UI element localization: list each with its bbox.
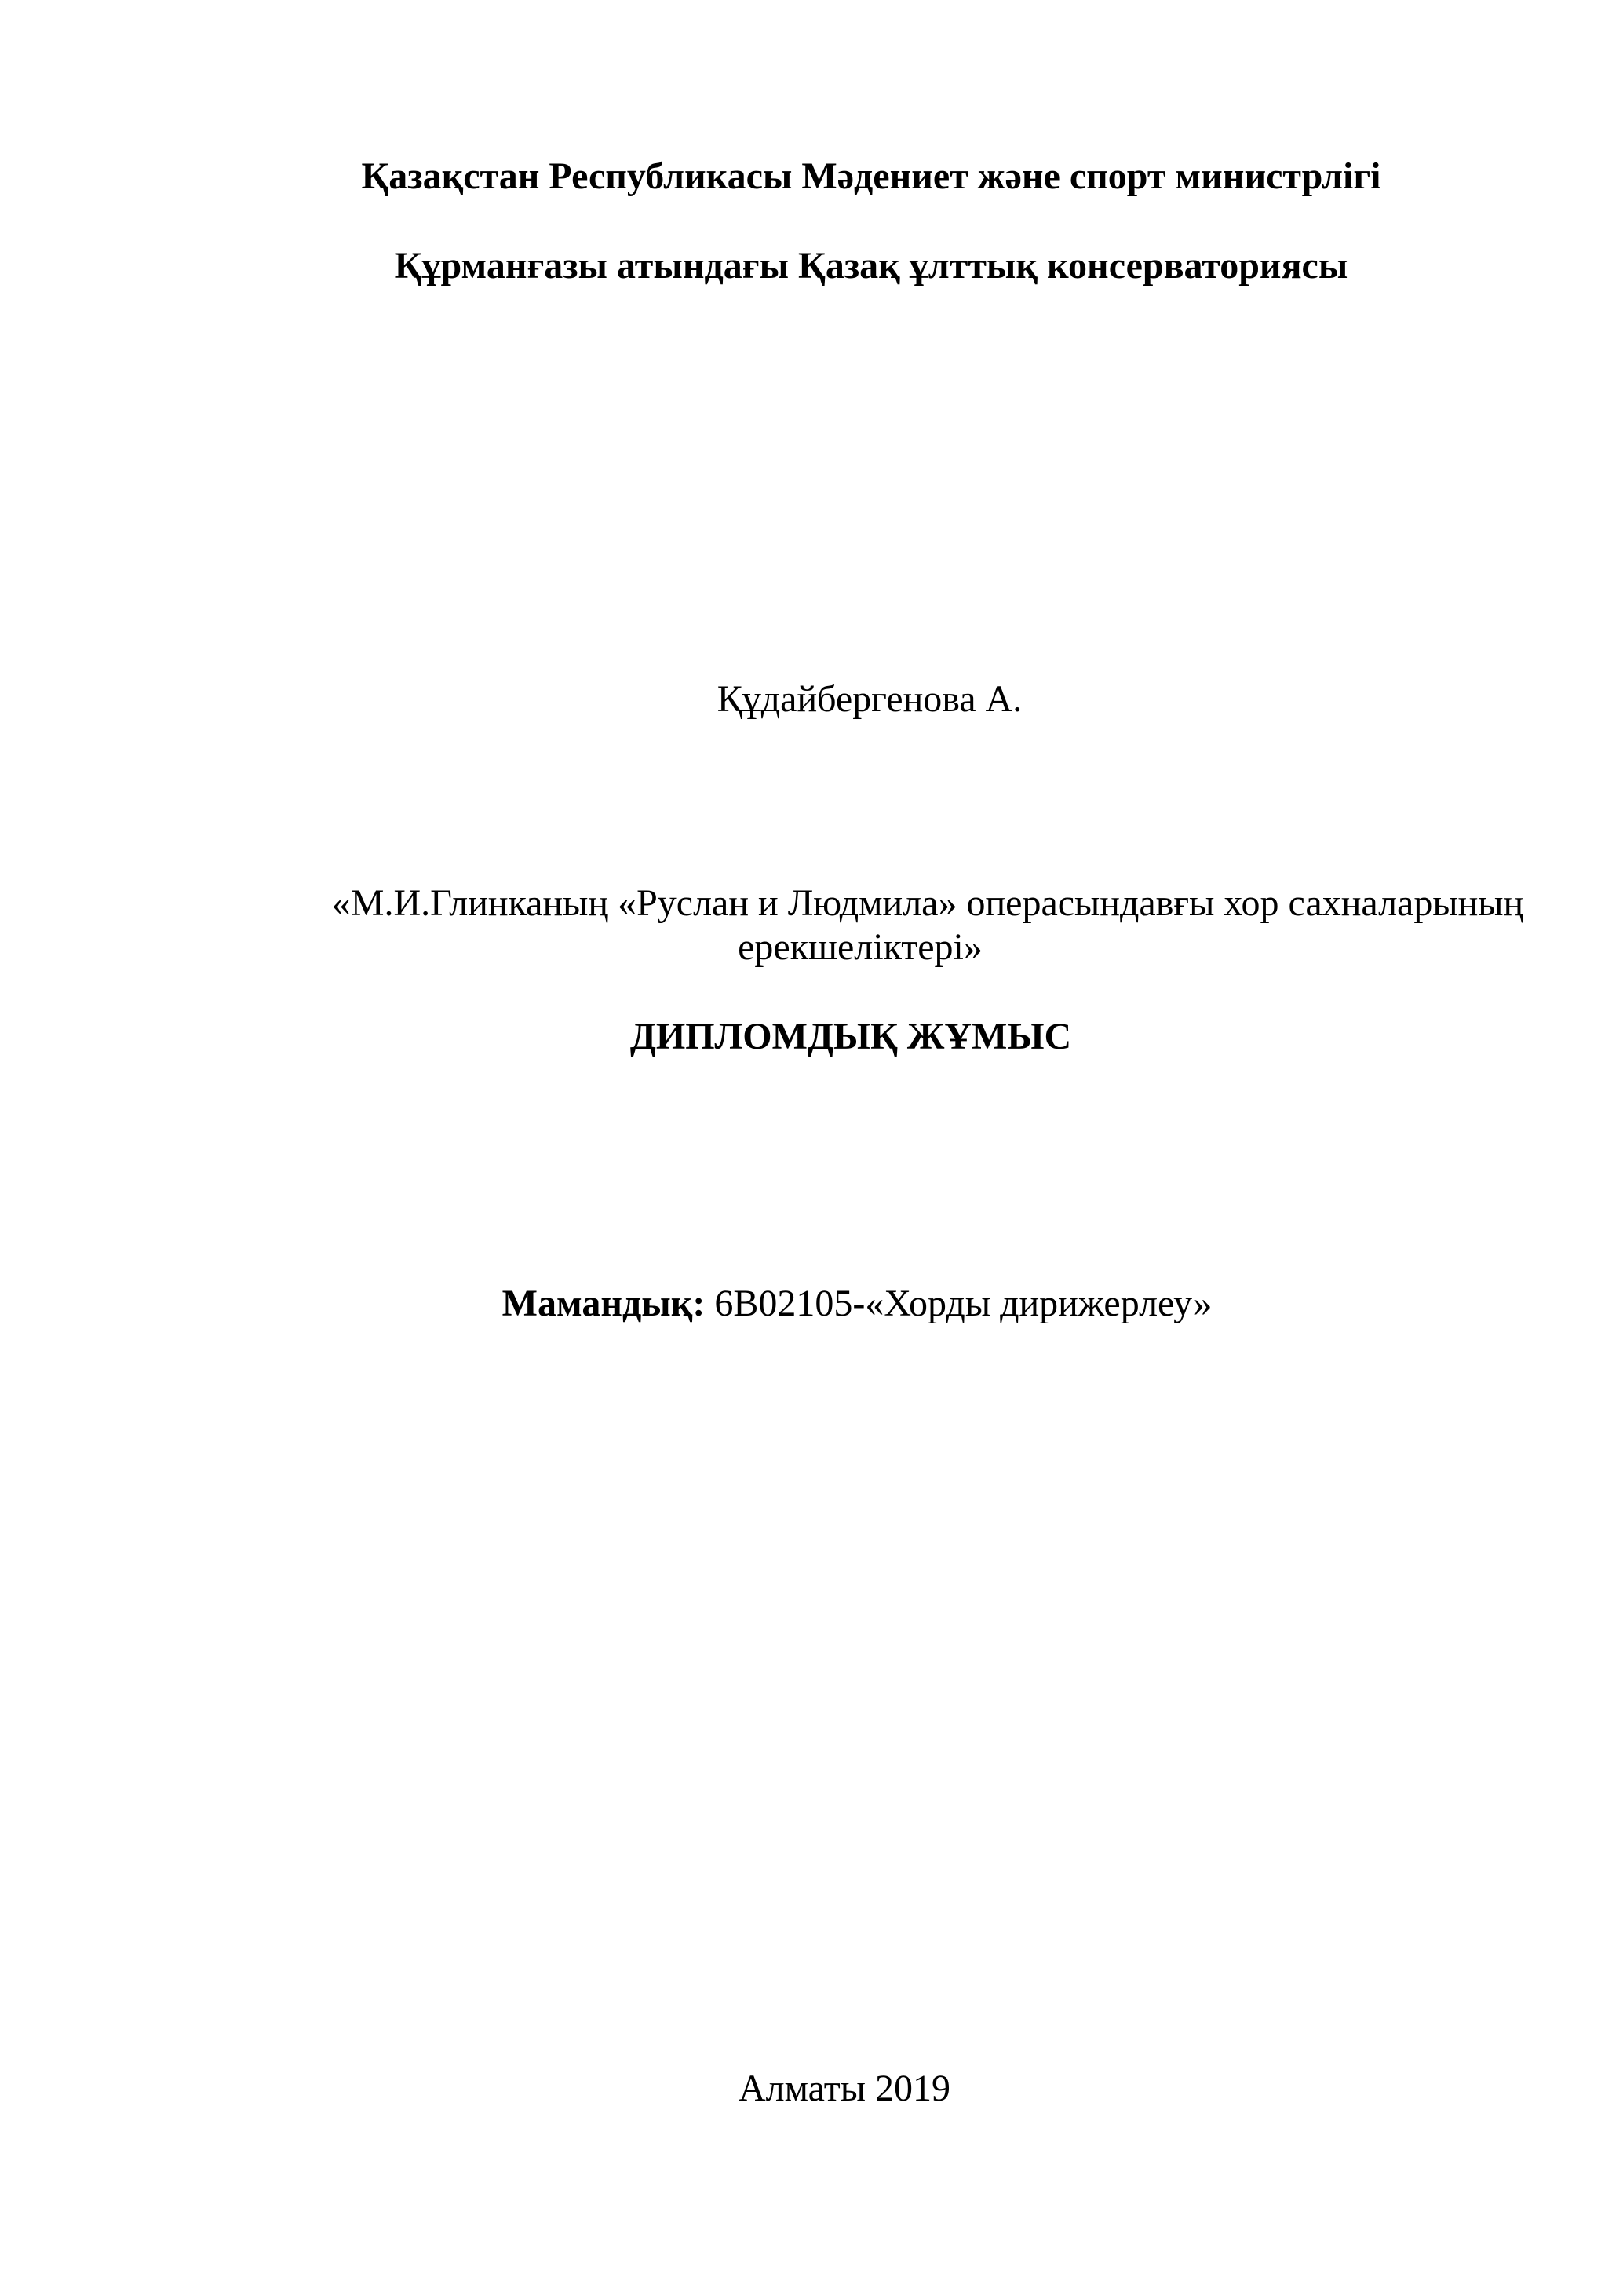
specialty-label: Мамандық: [501,1283,706,1324]
thesis-title-line-1: «М.И.Глинканың «Руслан и Людмила» операсындавғы хор сахналарының [331,882,1524,924]
author-name: Құдайбергенова А. [717,678,1023,720]
thesis-title-line-2: ерекшеліктері» [738,926,983,968]
specialty-line [46,1281,1623,1327]
document-type-heading: ДИПЛОМДЫҚ ЖҰМЫС [629,1016,1072,1057]
ministry-heading: Қазақстан Республикасы Мәдениет және спорт министрлігі [361,155,1381,197]
specialty-value: 6В02105-«Хорды дирижерлеу» [714,1283,1213,1324]
city-year: Алматы 2019 [739,2068,950,2109]
conservatory-heading: Құрманғазы атындағы Қазақ ұлттық консерваториясы [394,245,1348,287]
